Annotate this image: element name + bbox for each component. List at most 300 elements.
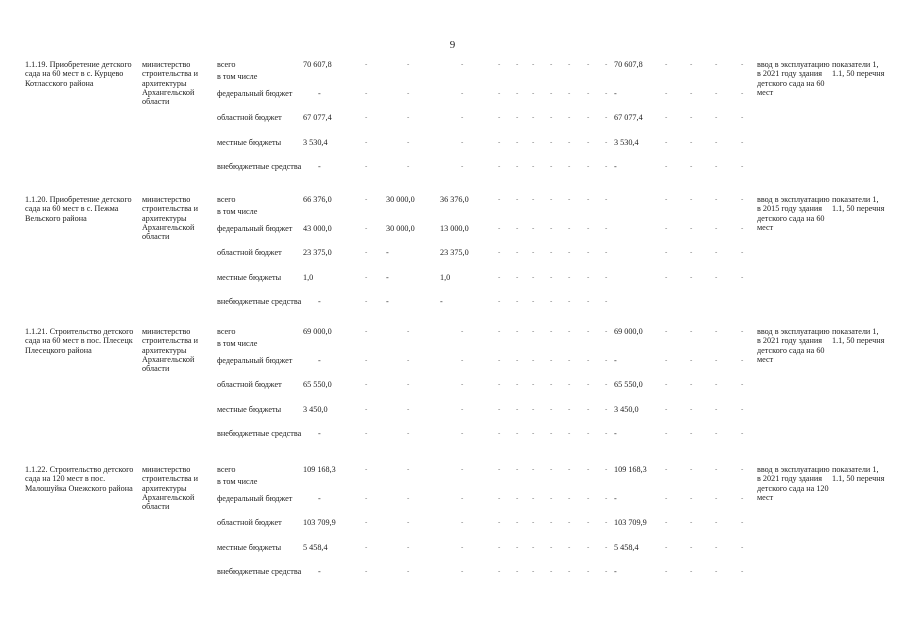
empty-cell-dash: - bbox=[605, 89, 608, 97]
empty-cell-dash: - bbox=[587, 273, 590, 281]
empty-cell-dash: - bbox=[532, 567, 535, 575]
empty-cell-dash: - bbox=[550, 494, 553, 502]
amount-y2021: 109 168,3 bbox=[614, 465, 647, 474]
empty-cell-dash: - bbox=[498, 356, 501, 364]
empty-cell-dash: - bbox=[587, 405, 590, 413]
empty-cell-dash: - bbox=[407, 518, 410, 526]
funding-source: всего bbox=[217, 327, 236, 336]
empty-cell-dash: - bbox=[568, 494, 571, 502]
amount-total: 66 376,0 bbox=[303, 195, 332, 204]
empty-cell-dash: - bbox=[550, 405, 553, 413]
empty-cell-dash: - bbox=[365, 494, 368, 502]
empty-cell-dash: - bbox=[532, 224, 535, 232]
amount-y2021: - bbox=[614, 429, 617, 438]
empty-cell-dash: - bbox=[498, 567, 501, 575]
empty-cell-dash: - bbox=[568, 297, 571, 305]
empty-cell-dash: - bbox=[532, 518, 535, 526]
empty-cell-dash: - bbox=[690, 543, 693, 551]
empty-cell-dash: - bbox=[568, 273, 571, 281]
amount-y2014: 30 000,0 bbox=[386, 224, 415, 233]
empty-cell-dash: - bbox=[407, 60, 410, 68]
amount-total: 109 168,3 bbox=[303, 465, 336, 474]
empty-cell-dash: - bbox=[407, 89, 410, 97]
empty-cell-dash: - bbox=[741, 405, 744, 413]
empty-cell-dash: - bbox=[498, 60, 501, 68]
funding-source-note: в том числе bbox=[217, 339, 258, 348]
empty-cell-dash: - bbox=[587, 356, 590, 364]
empty-cell-dash: - bbox=[587, 465, 590, 473]
empty-cell-dash: - bbox=[550, 465, 553, 473]
empty-cell-dash: - bbox=[498, 248, 501, 256]
empty-cell-dash: - bbox=[587, 224, 590, 232]
empty-cell-dash: - bbox=[715, 113, 718, 121]
financing-row bbox=[0, 380, 905, 404]
empty-cell-dash: - bbox=[605, 567, 608, 575]
empty-cell-dash: - bbox=[516, 113, 519, 121]
empty-cell-dash: - bbox=[605, 429, 608, 437]
empty-cell-dash: - bbox=[550, 327, 553, 335]
empty-cell-dash: - bbox=[741, 465, 744, 473]
financing-row bbox=[0, 60, 905, 84]
empty-cell-dash: - bbox=[532, 60, 535, 68]
empty-cell-dash: - bbox=[741, 224, 744, 232]
financing-row bbox=[0, 195, 905, 219]
empty-cell-dash: - bbox=[587, 113, 590, 121]
empty-cell-dash: - bbox=[365, 356, 368, 364]
amount-y2015: 13 000,0 bbox=[440, 224, 469, 233]
empty-cell-dash: - bbox=[568, 405, 571, 413]
funding-source: областной бюджет bbox=[217, 113, 282, 122]
empty-cell-dash: - bbox=[715, 248, 718, 256]
empty-cell-dash: - bbox=[461, 405, 464, 413]
empty-cell-dash: - bbox=[665, 60, 668, 68]
empty-cell-dash: - bbox=[365, 138, 368, 146]
funding-source-note: в том числе bbox=[217, 477, 258, 486]
financing-row bbox=[0, 89, 905, 113]
empty-cell-dash: - bbox=[690, 494, 693, 502]
empty-cell-dash: - bbox=[516, 60, 519, 68]
empty-cell-dash: - bbox=[516, 429, 519, 437]
empty-cell-dash: - bbox=[605, 356, 608, 364]
empty-cell-dash: - bbox=[665, 429, 668, 437]
empty-cell-dash: - bbox=[407, 405, 410, 413]
empty-cell-dash: - bbox=[665, 138, 668, 146]
expected-result: ввод в эксплуатацию в 2021 году здания детского сада на 60 мест bbox=[757, 60, 830, 97]
empty-cell-dash: - bbox=[550, 273, 553, 281]
empty-cell-dash: - bbox=[550, 195, 553, 203]
empty-cell-dash: - bbox=[550, 297, 553, 305]
expected-result: ввод в эксплуатацию в 2021 году здания детского сада на 120 мест bbox=[757, 465, 830, 502]
executor: министерство строительства и архитектуры Архангельской области bbox=[142, 327, 198, 374]
empty-cell-dash: - bbox=[365, 567, 368, 575]
financing-row bbox=[0, 297, 905, 321]
empty-cell-dash: - bbox=[516, 138, 519, 146]
empty-cell-dash: - bbox=[461, 543, 464, 551]
empty-cell-dash: - bbox=[550, 224, 553, 232]
empty-cell-dash: - bbox=[516, 380, 519, 388]
empty-cell-dash: - bbox=[741, 429, 744, 437]
empty-cell-dash: - bbox=[532, 465, 535, 473]
measure-title: 1.1.22. Строительство детского сада на 120 мест в пос. Малошуйка Онежского района bbox=[25, 465, 134, 493]
empty-cell-dash: - bbox=[715, 327, 718, 335]
empty-cell-dash: - bbox=[365, 195, 368, 203]
measure-title: 1.1.21. Строительство детского сада на 60 мест в пос. Плесецк Плесецкого района bbox=[25, 327, 134, 355]
empty-cell-dash: - bbox=[587, 297, 590, 305]
empty-cell-dash: - bbox=[550, 60, 553, 68]
empty-cell-dash: - bbox=[741, 195, 744, 203]
amount-y2021: 67 077,4 bbox=[614, 113, 643, 122]
empty-cell-dash: - bbox=[498, 494, 501, 502]
amount-total: 5 458,4 bbox=[303, 543, 328, 552]
empty-cell-dash: - bbox=[715, 405, 718, 413]
program-row bbox=[0, 465, 905, 590]
empty-cell-dash: - bbox=[605, 113, 608, 121]
financing-row bbox=[0, 543, 905, 567]
empty-cell-dash: - bbox=[365, 518, 368, 526]
empty-cell-dash: - bbox=[516, 518, 519, 526]
empty-cell-dash: - bbox=[715, 60, 718, 68]
empty-cell-dash: - bbox=[532, 248, 535, 256]
empty-cell-dash: - bbox=[516, 543, 519, 551]
empty-cell-dash: - bbox=[516, 248, 519, 256]
empty-cell-dash: - bbox=[568, 429, 571, 437]
financing-row bbox=[0, 465, 905, 489]
amount-y2021: 103 709,9 bbox=[614, 518, 647, 527]
empty-cell-dash: - bbox=[568, 567, 571, 575]
amount-y2014: - bbox=[386, 273, 389, 282]
empty-cell-dash: - bbox=[365, 380, 368, 388]
empty-cell-dash: - bbox=[665, 113, 668, 121]
empty-cell-dash: - bbox=[665, 195, 668, 203]
empty-cell-dash: - bbox=[690, 162, 693, 170]
empty-cell-dash: - bbox=[407, 327, 410, 335]
empty-cell-dash: - bbox=[461, 327, 464, 335]
funding-source: внебюджетные средства bbox=[217, 162, 302, 171]
empty-cell-dash: - bbox=[461, 162, 464, 170]
empty-cell-dash: - bbox=[741, 327, 744, 335]
funding-source: областной бюджет bbox=[217, 248, 282, 257]
empty-cell-dash: - bbox=[365, 543, 368, 551]
executor: министерство строительства и архитектуры Архангельской области bbox=[142, 195, 198, 242]
empty-cell-dash: - bbox=[690, 567, 693, 575]
empty-cell-dash: - bbox=[568, 380, 571, 388]
empty-cell-dash: - bbox=[516, 405, 519, 413]
funding-source: местные бюджеты bbox=[217, 138, 282, 147]
financing-row bbox=[0, 518, 905, 542]
amount-y2021: - bbox=[614, 494, 617, 503]
empty-cell-dash: - bbox=[605, 518, 608, 526]
empty-cell-dash: - bbox=[568, 327, 571, 335]
empty-cell-dash: - bbox=[715, 567, 718, 575]
empty-cell-dash: - bbox=[587, 248, 590, 256]
financing-row bbox=[0, 224, 905, 248]
financing-row bbox=[0, 273, 905, 297]
empty-cell-dash: - bbox=[516, 224, 519, 232]
executor: министерство строительства и архитектуры Архангельской области bbox=[142, 60, 198, 107]
funding-source: местные бюджеты bbox=[217, 543, 282, 552]
program-row bbox=[0, 327, 905, 452]
empty-cell-dash: - bbox=[690, 518, 693, 526]
empty-cell-dash: - bbox=[532, 138, 535, 146]
empty-cell-dash: - bbox=[365, 224, 368, 232]
amount-total: 1,0 bbox=[303, 273, 314, 282]
empty-cell-dash: - bbox=[498, 327, 501, 335]
empty-cell-dash: - bbox=[690, 195, 693, 203]
financing-row bbox=[0, 494, 905, 518]
funding-source: всего bbox=[217, 60, 236, 69]
empty-cell-dash: - bbox=[690, 224, 693, 232]
empty-cell-dash: - bbox=[550, 429, 553, 437]
empty-cell-dash: - bbox=[741, 113, 744, 121]
empty-cell-dash: - bbox=[587, 380, 590, 388]
funding-source-note: в том числе bbox=[217, 207, 258, 216]
amount-y2021: 3 450,0 bbox=[614, 405, 639, 414]
empty-cell-dash: - bbox=[365, 327, 368, 335]
empty-cell-dash: - bbox=[741, 567, 744, 575]
empty-cell-dash: - bbox=[715, 465, 718, 473]
empty-cell-dash: - bbox=[741, 356, 744, 364]
empty-cell-dash: - bbox=[605, 465, 608, 473]
empty-cell-dash: - bbox=[498, 113, 501, 121]
empty-cell-dash: - bbox=[516, 89, 519, 97]
amount-total: 3 530,4 bbox=[303, 138, 328, 147]
empty-cell-dash: - bbox=[461, 494, 464, 502]
amount-y2014: - bbox=[386, 297, 389, 306]
empty-cell-dash: - bbox=[715, 356, 718, 364]
empty-cell-dash: - bbox=[516, 195, 519, 203]
amount-y2021: 5 458,4 bbox=[614, 543, 639, 552]
empty-cell-dash: - bbox=[568, 248, 571, 256]
financing-row bbox=[0, 113, 905, 137]
empty-cell-dash: - bbox=[498, 543, 501, 551]
financing-row bbox=[0, 327, 905, 351]
empty-cell-dash: - bbox=[407, 429, 410, 437]
empty-cell-dash: - bbox=[498, 465, 501, 473]
empty-cell-dash: - bbox=[690, 380, 693, 388]
empty-cell-dash: - bbox=[587, 518, 590, 526]
amount-total: - bbox=[318, 297, 321, 306]
empty-cell-dash: - bbox=[665, 356, 668, 364]
empty-cell-dash: - bbox=[532, 297, 535, 305]
empty-cell-dash: - bbox=[741, 162, 744, 170]
empty-cell-dash: - bbox=[498, 297, 501, 305]
empty-cell-dash: - bbox=[461, 518, 464, 526]
expected-result: ввод в эксплуатацию в 2021 году здания детского сада на 60 мест bbox=[757, 327, 830, 364]
empty-cell-dash: - bbox=[532, 543, 535, 551]
empty-cell-dash: - bbox=[587, 567, 590, 575]
empty-cell-dash: - bbox=[665, 405, 668, 413]
empty-cell-dash: - bbox=[690, 89, 693, 97]
empty-cell-dash: - bbox=[715, 89, 718, 97]
amount-total: 65 550,0 bbox=[303, 380, 332, 389]
empty-cell-dash: - bbox=[690, 465, 693, 473]
empty-cell-dash: - bbox=[665, 248, 668, 256]
amount-y2021: - bbox=[614, 89, 617, 98]
empty-cell-dash: - bbox=[665, 380, 668, 388]
empty-cell-dash: - bbox=[461, 465, 464, 473]
empty-cell-dash: - bbox=[741, 273, 744, 281]
empty-cell-dash: - bbox=[665, 465, 668, 473]
empty-cell-dash: - bbox=[532, 405, 535, 413]
amount-y2015: 36 376,0 bbox=[440, 195, 469, 204]
amount-total: 23 375,0 bbox=[303, 248, 332, 257]
empty-cell-dash: - bbox=[605, 273, 608, 281]
empty-cell-dash: - bbox=[605, 60, 608, 68]
empty-cell-dash: - bbox=[690, 327, 693, 335]
empty-cell-dash: - bbox=[605, 162, 608, 170]
empty-cell-dash: - bbox=[407, 543, 410, 551]
amount-total: 67 077,4 bbox=[303, 113, 332, 122]
empty-cell-dash: - bbox=[690, 113, 693, 121]
amount-total: - bbox=[318, 567, 321, 576]
funding-source: местные бюджеты bbox=[217, 405, 282, 414]
empty-cell-dash: - bbox=[568, 356, 571, 364]
page-number: 9 bbox=[449, 39, 456, 51]
empty-cell-dash: - bbox=[587, 494, 590, 502]
empty-cell-dash: - bbox=[715, 494, 718, 502]
empty-cell-dash: - bbox=[365, 113, 368, 121]
empty-cell-dash: - bbox=[690, 60, 693, 68]
empty-cell-dash: - bbox=[532, 380, 535, 388]
empty-cell-dash: - bbox=[665, 89, 668, 97]
amount-total: 103 709,9 bbox=[303, 518, 336, 527]
amount-y2014: - bbox=[386, 248, 389, 257]
funding-source: всего bbox=[217, 465, 236, 474]
empty-cell-dash: - bbox=[715, 429, 718, 437]
amount-y2021: 69 000,0 bbox=[614, 327, 643, 336]
empty-cell-dash: - bbox=[568, 138, 571, 146]
financing-row bbox=[0, 405, 905, 429]
empty-cell-dash: - bbox=[741, 60, 744, 68]
amount-y2015: 23 375,0 bbox=[440, 248, 469, 257]
financing-row bbox=[0, 356, 905, 380]
amount-y2021: 3 530,4 bbox=[614, 138, 639, 147]
empty-cell-dash: - bbox=[550, 567, 553, 575]
empty-cell-dash: - bbox=[690, 429, 693, 437]
executor: министерство строительства и архитектуры Архангельской области bbox=[142, 465, 198, 512]
empty-cell-dash: - bbox=[407, 567, 410, 575]
empty-cell-dash: - bbox=[532, 89, 535, 97]
funding-source: федеральный бюджет bbox=[217, 89, 293, 98]
amount-y2021: 65 550,0 bbox=[614, 380, 643, 389]
measure-title: 1.1.19. Приобретение детского сада на 60 мест в с. Курцево Котласского района bbox=[25, 60, 132, 88]
empty-cell-dash: - bbox=[407, 138, 410, 146]
target-indicators: показатели 1, 1.1, 50 перечня bbox=[832, 195, 885, 214]
amount-total: 43 000,0 bbox=[303, 224, 332, 233]
empty-cell-dash: - bbox=[741, 138, 744, 146]
empty-cell-dash: - bbox=[498, 405, 501, 413]
empty-cell-dash: - bbox=[587, 195, 590, 203]
measure-title: 1.1.20. Приобретение детского сада на 60 мест в с. Пежма Вельского района bbox=[25, 195, 132, 223]
financing-row bbox=[0, 138, 905, 162]
funding-source-note: в том числе bbox=[217, 72, 258, 81]
empty-cell-dash: - bbox=[690, 273, 693, 281]
empty-cell-dash: - bbox=[365, 60, 368, 68]
empty-cell-dash: - bbox=[461, 356, 464, 364]
amount-total: - bbox=[318, 162, 321, 171]
empty-cell-dash: - bbox=[587, 327, 590, 335]
empty-cell-dash: - bbox=[741, 494, 744, 502]
empty-cell-dash: - bbox=[461, 60, 464, 68]
amount-y2021: 70 607,8 bbox=[614, 60, 643, 69]
funding-source: областной бюджет bbox=[217, 380, 282, 389]
empty-cell-dash: - bbox=[715, 138, 718, 146]
funding-source: всего bbox=[217, 195, 236, 204]
empty-cell-dash: - bbox=[498, 138, 501, 146]
empty-cell-dash: - bbox=[461, 380, 464, 388]
empty-cell-dash: - bbox=[550, 138, 553, 146]
empty-cell-dash: - bbox=[550, 162, 553, 170]
empty-cell-dash: - bbox=[516, 297, 519, 305]
empty-cell-dash: - bbox=[461, 113, 464, 121]
empty-cell-dash: - bbox=[741, 543, 744, 551]
empty-cell-dash: - bbox=[568, 113, 571, 121]
empty-cell-dash: - bbox=[665, 224, 668, 232]
empty-cell-dash: - bbox=[605, 543, 608, 551]
funding-source: местные бюджеты bbox=[217, 273, 282, 282]
amount-total: - bbox=[318, 429, 321, 438]
empty-cell-dash: - bbox=[550, 356, 553, 364]
funding-source: областной бюджет bbox=[217, 518, 282, 527]
amount-y2014: 30 000,0 bbox=[386, 195, 415, 204]
empty-cell-dash: - bbox=[498, 224, 501, 232]
amount-y2021: - bbox=[614, 162, 617, 171]
funding-source: федеральный бюджет bbox=[217, 356, 293, 365]
empty-cell-dash: - bbox=[407, 113, 410, 121]
empty-cell-dash: - bbox=[715, 380, 718, 388]
empty-cell-dash: - bbox=[568, 89, 571, 97]
empty-cell-dash: - bbox=[665, 273, 668, 281]
empty-cell-dash: - bbox=[605, 248, 608, 256]
empty-cell-dash: - bbox=[532, 327, 535, 335]
empty-cell-dash: - bbox=[516, 356, 519, 364]
empty-cell-dash: - bbox=[407, 356, 410, 364]
empty-cell-dash: - bbox=[365, 429, 368, 437]
target-indicators: показатели 1, 1.1, 50 перечня bbox=[832, 327, 885, 346]
empty-cell-dash: - bbox=[407, 162, 410, 170]
empty-cell-dash: - bbox=[605, 224, 608, 232]
empty-cell-dash: - bbox=[407, 494, 410, 502]
empty-cell-dash: - bbox=[550, 380, 553, 388]
empty-cell-dash: - bbox=[605, 138, 608, 146]
empty-cell-dash: - bbox=[550, 113, 553, 121]
empty-cell-dash: - bbox=[605, 297, 608, 305]
empty-cell-dash: - bbox=[665, 567, 668, 575]
empty-cell-dash: - bbox=[605, 405, 608, 413]
program-row bbox=[0, 60, 905, 185]
empty-cell-dash: - bbox=[741, 380, 744, 388]
empty-cell-dash: - bbox=[498, 518, 501, 526]
empty-cell-dash: - bbox=[715, 162, 718, 170]
empty-cell-dash: - bbox=[532, 273, 535, 281]
empty-cell-dash: - bbox=[498, 195, 501, 203]
financing-row bbox=[0, 567, 905, 591]
amount-total: - bbox=[318, 356, 321, 365]
empty-cell-dash: - bbox=[498, 429, 501, 437]
empty-cell-dash: - bbox=[516, 162, 519, 170]
empty-cell-dash: - bbox=[587, 89, 590, 97]
amount-y2015: - bbox=[440, 297, 443, 306]
amount-y2015: 1,0 bbox=[440, 273, 451, 282]
target-indicators: показатели 1, 1.1, 50 перечня bbox=[832, 465, 885, 484]
empty-cell-dash: - bbox=[498, 273, 501, 281]
funding-source: федеральный бюджет bbox=[217, 494, 293, 503]
empty-cell-dash: - bbox=[568, 465, 571, 473]
empty-cell-dash: - bbox=[665, 494, 668, 502]
funding-source: внебюджетные средства bbox=[217, 297, 302, 306]
empty-cell-dash: - bbox=[532, 494, 535, 502]
empty-cell-dash: - bbox=[690, 356, 693, 364]
